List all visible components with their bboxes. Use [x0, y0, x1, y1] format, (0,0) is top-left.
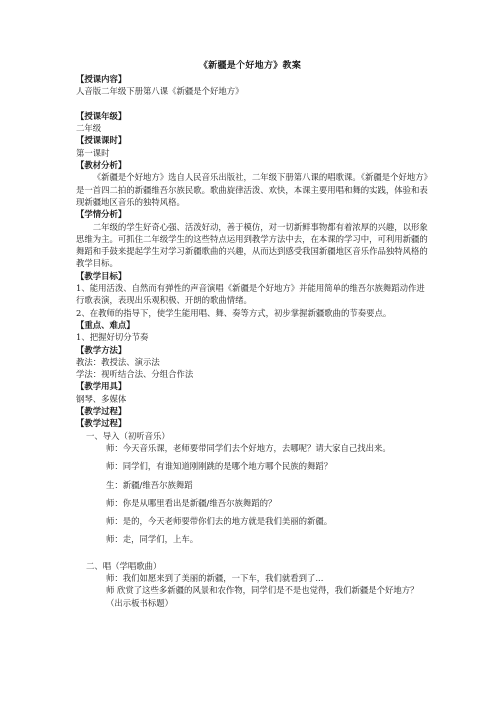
heading-process: 【教学过程】 — [76, 406, 127, 417]
step2-line: 师：我们如愿来到了美丽的新疆，一下车，我们就看到了... — [106, 572, 324, 583]
document-title: 《新疆是个好地方》教案 — [198, 61, 302, 71]
heading-tools: 【教学用具】 — [76, 381, 127, 392]
step1-title: 一、导入（初听音乐） — [86, 430, 170, 441]
spacer — [76, 98, 428, 110]
text-grade: 二年级 — [76, 123, 102, 134]
heading-grade: 【授课年级】 — [76, 110, 127, 121]
step1-line: 师：是的，今天老师要带你们去的地方就是我们美丽的新疆。 — [106, 516, 333, 527]
paragraph-material: 《新疆是个好地方》选自人民音乐出版社，二年级下册第八课的唱歌课。《新疆是个好地方》是一首四二拍的新疆维吾尔族民歌。歌曲旋律活泼、欢快，本课主要用唱和舞的实践，体验和表现新疆地区音乐的独特风格。 — [76, 172, 428, 207]
text-content: 人音版二年级下册第八课《新疆是个好地方》 — [76, 86, 244, 97]
heading-material: 【教材分析】 — [76, 160, 127, 171]
step2-title: 二、唱（学唱歌曲） — [86, 560, 162, 571]
heading-key: 【重点、难点】 — [76, 319, 135, 330]
text-time: 第一课时 — [76, 147, 110, 158]
heading-process-repeat: 【教学过程】 — [76, 418, 127, 429]
step1-line: 生：新疆/维吾尔族舞蹈 — [106, 479, 193, 490]
method-learn: 学法：视听结合法、分组合作法 — [76, 369, 194, 380]
heading-time: 【授课课时】 — [76, 135, 127, 146]
step1-line: 师：同学们，有谁知道刚刚跳的是哪个地方哪个民族的舞蹈？ — [106, 461, 333, 472]
step1-line: 师：你是从哪里看出是新疆/维吾尔族舞蹈的？ — [106, 497, 277, 508]
spacer — [76, 546, 428, 560]
document-body — [76, 73, 428, 609]
text-tools: 钢琴、多媒体 — [76, 393, 127, 404]
goal-item-1: 1、能用活泼、自然而有弹性的声音演唱《新疆是个好地方》并能用简单的维吾尔族舞蹈动作进行歌表演，表现出乐观积极、开朗的歌曲情绪。 — [76, 283, 425, 306]
step1-line: 师：今天音乐课，老师要带同学们去个好地方，去哪呢？请大家自己找出来。 — [106, 442, 391, 453]
heading-student: 【学情分析】 — [76, 209, 127, 220]
paragraph-student: 二年级的学生好奇心强、活泼好动，善于模仿，对一切新鲜事物都有着浓厚的兴趣，以形象思维为主。可抓住二年级学生的这些特点运用到教学方法中去，在本课的学习中，可利用新疆的舞蹈和手鼓来提起学生对学习新疆歌曲的兴趣，从而达到感受我国新疆地区音乐作品独特风格的教学目标。 — [76, 221, 428, 269]
step1-line: 师：走，同学们，上车。 — [106, 534, 199, 545]
key-item-1: 1、把握好切分节奏 — [76, 332, 149, 343]
method-teach: 教法：教授法、演示法 — [76, 356, 160, 367]
heading-goal: 【教学目标】 — [76, 270, 127, 281]
step2-line: 师 欣赏了这些多新疆的风景和农作物，同学们是不是也觉得，我们新疆是个好地方？（出示板书标题） — [106, 585, 419, 608]
heading-content: 【授课内容】 — [76, 74, 127, 84]
goal-item-2: 2、在教师的指导下，使学生能用唱、舞、奏等方式，初步掌握新疆歌曲的节奏要点。 — [76, 307, 392, 318]
heading-method: 【教学方法】 — [76, 344, 127, 355]
